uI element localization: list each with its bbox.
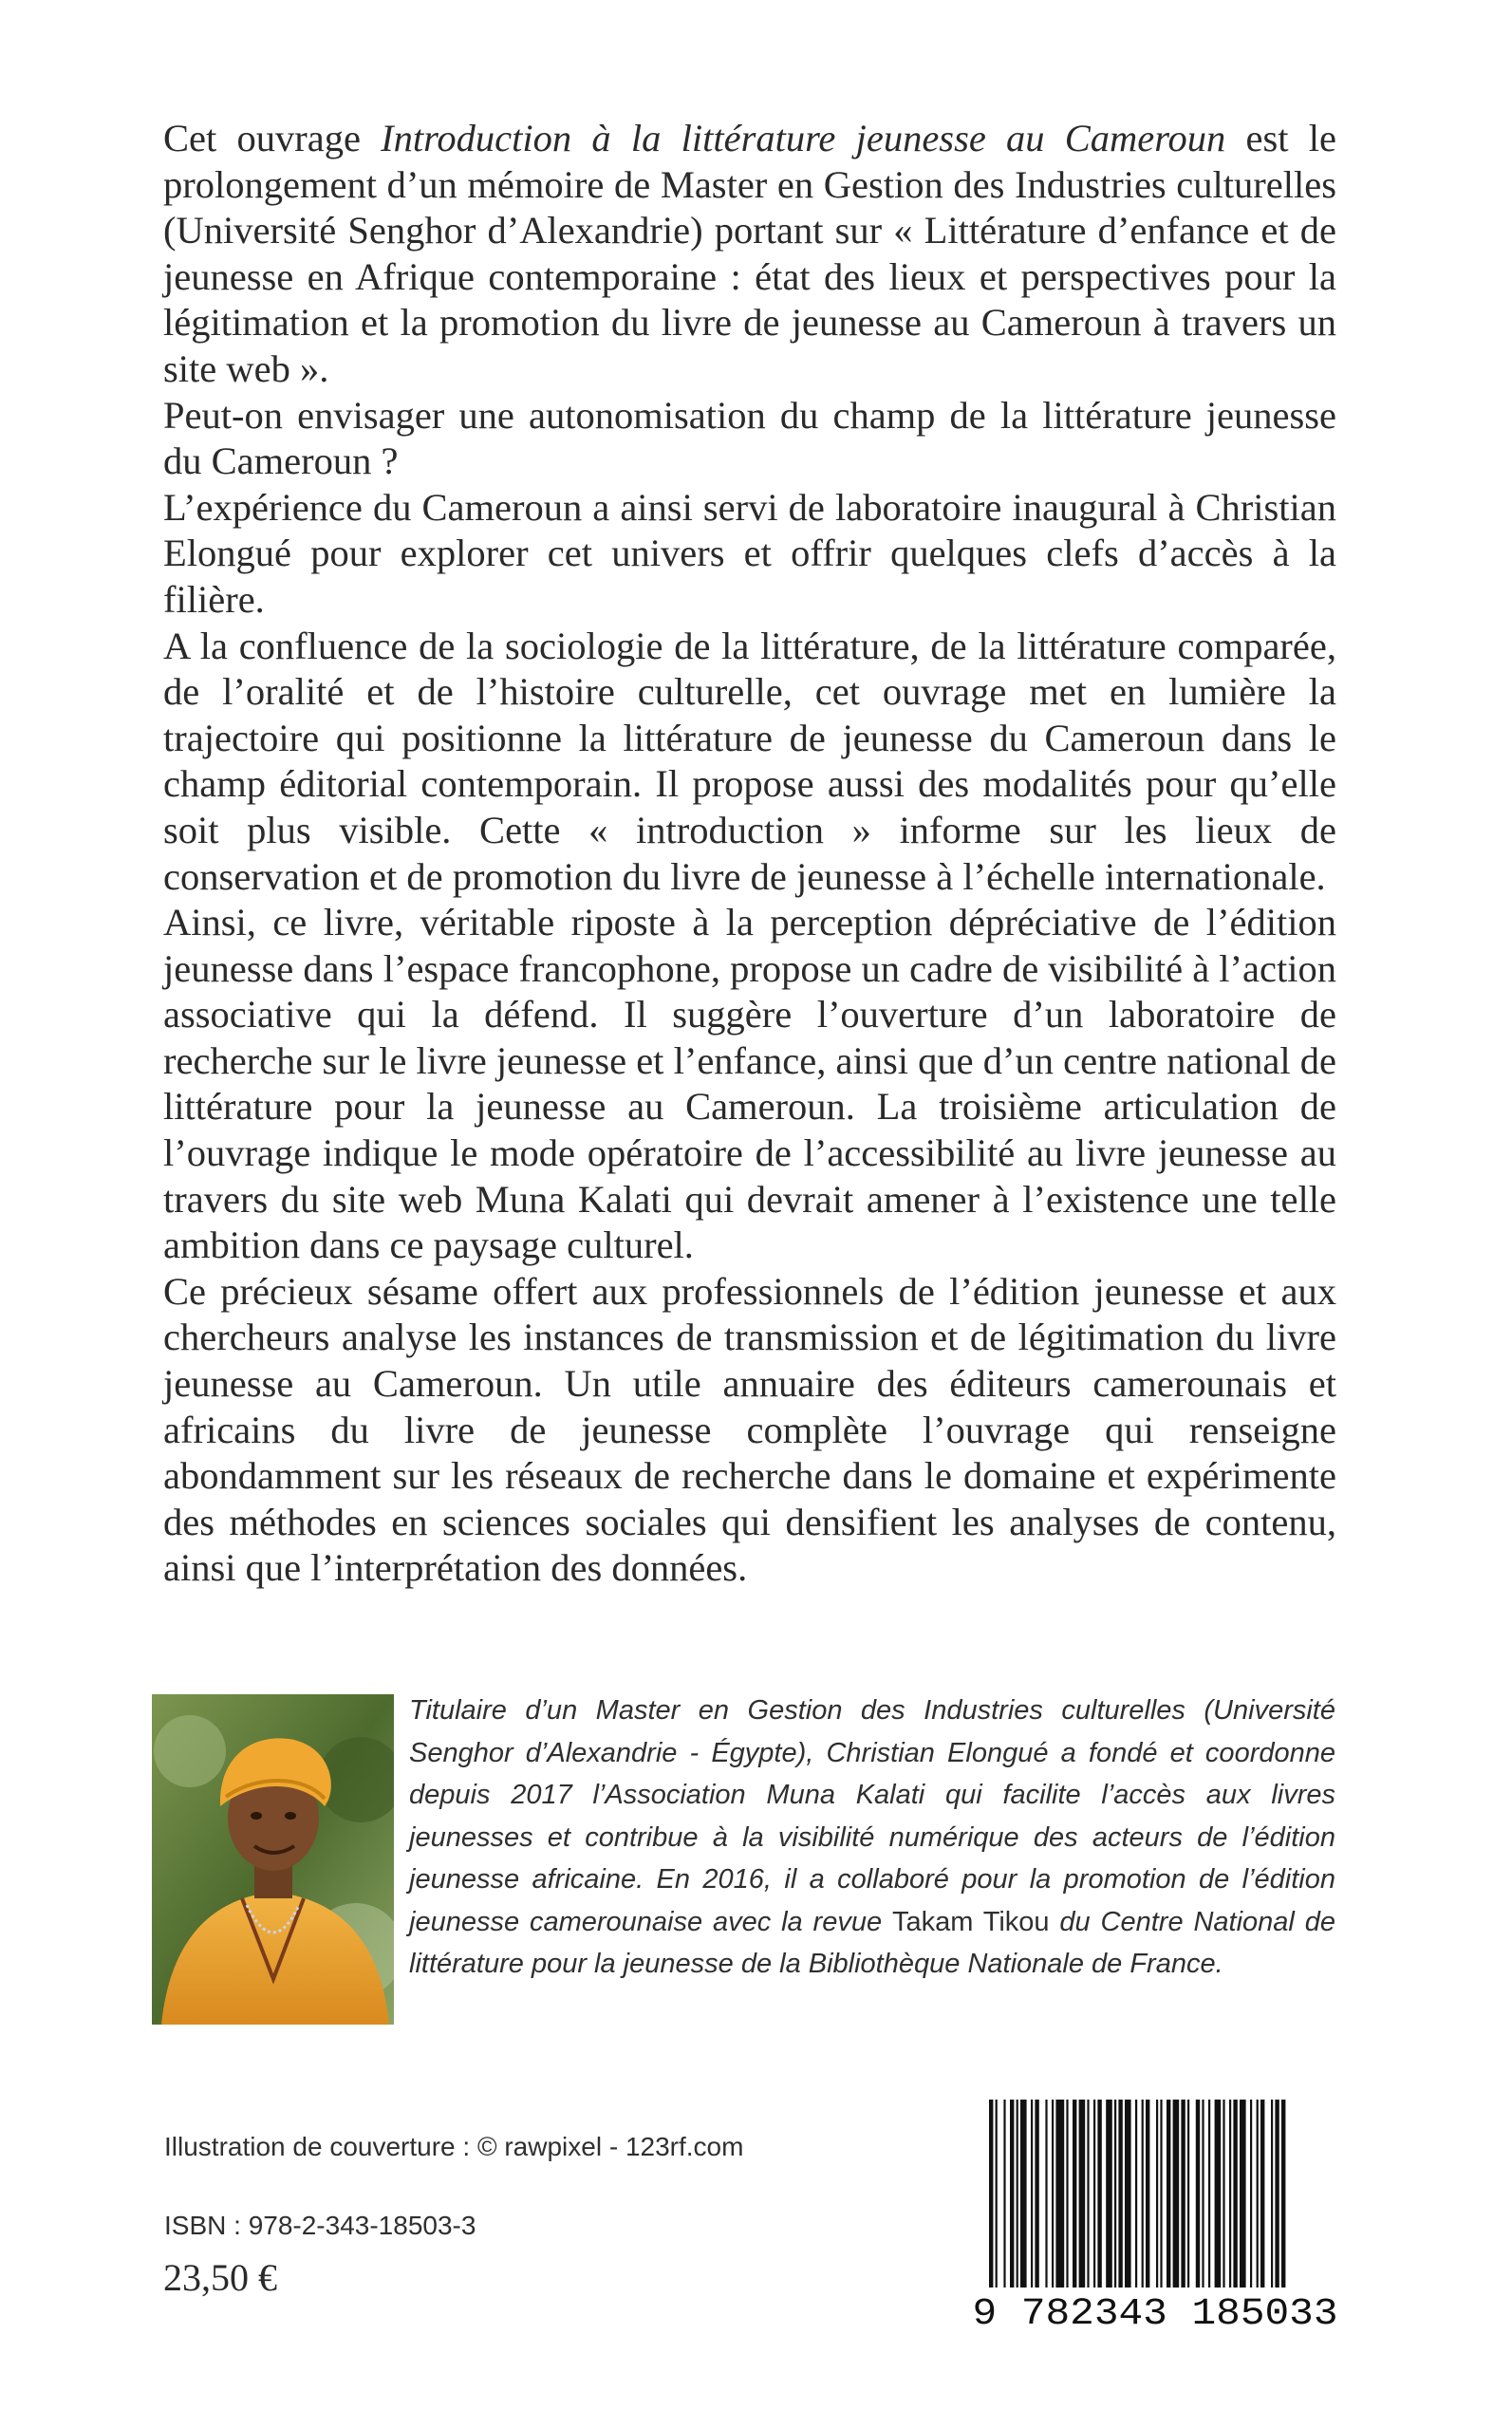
summary-paragraph-5: Ainsi, ce livre, véritable riposte à la perception dépréciative de l’édition jeunesse dans l’espace francophone, propose un cadre de visibilité à l’action associative qui la défend. Il suggère l’ouverture d’un laboratoire de recherche sur le livre jeunesse et l’enfance, ainsi que d’un centre national de littérature pour la jeunesse au Cameroun. La troisième articulation de l’ouvrage indique le mode opératoire de l’accessibilité au livre jeunesse au travers du site web Muna Kalati qui devrait amener à l’existence une telle ambition dans ce paysage culturel. xyxy=(163,901,1336,1267)
isbn-barcode xyxy=(968,2100,1343,2327)
summary-paragraph-6: Ce précieux sésame offert aux professionnels de l’édition jeunesse et aux chercheurs analyse les instances de transmission et de légitimation du livre jeunesse au Cameroun. Un utile annuaire des éditeurs camerounais et africains du livre de jeunesse complète l’ouvrage qui renseigne abondamment sur les réseaux de recherche dans le domaine et expérimente des méthodes en sciences sociales qui densifient les analyses de contenu, ainsi que l’interprétation des données. xyxy=(163,1269,1336,1590)
barcode-digits: 9 782343 185033 xyxy=(972,2293,1338,2327)
back-cover-summary xyxy=(163,116,1336,1592)
author-biography: Titulaire d’un Master en Gestion des Industries culturelles (Université Senghor d’Alexandrie - Égypte), Christian Elongué a fondé et coordonne depuis 2017 l’Association Muna Kalati qui facilite l’accès aux livres jeunesses et contribue à la visibilité numérique des acteurs de l’édition jeunesse africaine. En 2016, il a collaboré pour la promotion de l’édition jeunesse camerounaise avec la revue Takam Tikou du Centre National de littérature pour la jeunesse de la Bibliothèque Nationale de France. xyxy=(409,1695,1335,1979)
price: 23,50 € xyxy=(163,2256,277,2299)
journal-name: Takam Tikou xyxy=(891,1906,1050,1937)
book-title: Introduction à la littérature jeunesse au Cameroun xyxy=(381,117,1226,159)
isbn: ISBN : 978-2-343-18503-3 xyxy=(164,2211,476,2240)
barcode-bars xyxy=(989,2100,1285,2288)
summary-paragraph-4: A la confluence de la sociologie de la littérature, de la littérature comparée, de l’oralité et de l’histoire culturelle, cet ouvrage met en lumière la trajectoire qui positionne la littérature de jeunesse du Cameroun dans le champ éditorial contemporain. Il propose aussi des modalités pour qu’elle soit plus visible. Cette « introduction » informe sur les lieux de conservation et de promotion du livre de jeunesse à l’échelle internationale. xyxy=(163,624,1336,898)
author-photo xyxy=(152,1694,394,2025)
cover-illustration-credit: Illustration de couverture : © rawpixel - 123rf.com xyxy=(164,2132,744,2161)
summary-paragraph-1: Cet ouvrage Introduction à la littérature jeunesse au Cameroun est le prolongement d’un mémoire de Master en Gestion des Industries culturelles (Université Senghor d’Alexandrie) portant sur « Littérature d’enfance et de jeunesse en Afrique contemporaine : état des lieux et perspectives pour la légitimation et la promotion du livre de jeunesse au Cameroun à travers un site web ». xyxy=(163,117,1336,390)
summary-paragraph-2: Peut-on envisager une autonomisation du champ de la littérature jeunesse du Cameroun ? xyxy=(163,393,1336,483)
summary-paragraph-3: L’expérience du Cameroun a ainsi servi de laboratoire inaugural à Christian Elongué pour explorer cet univers et offrir quelques clefs d’accès à la filière. xyxy=(163,485,1336,621)
